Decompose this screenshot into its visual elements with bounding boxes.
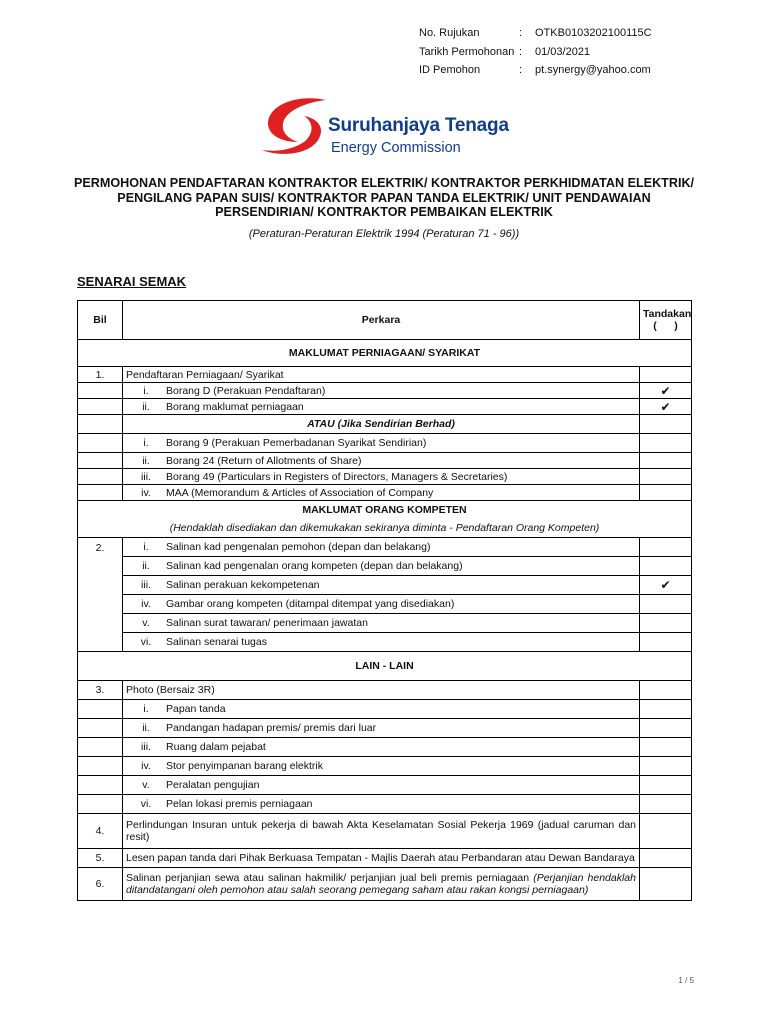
section-row bbox=[78, 652, 692, 681]
tick-cell[interactable]: ✔ bbox=[640, 383, 692, 399]
section-label: LAIN - LAIN bbox=[78, 652, 692, 681]
item-numeral: ii. bbox=[142, 722, 150, 734]
table-row bbox=[78, 383, 692, 399]
reference-row: ID Pemohon : pt.synergy@yahoo.com bbox=[419, 61, 652, 80]
title-line: PENGILANG PAPAN SUIS/ KONTRAKTOR PAPAN TANDA ELEKTRIK/ UNIT PENDAWAIAN bbox=[117, 190, 651, 205]
item-text: Salinan senarai tugas bbox=[166, 636, 267, 648]
item-text: Borang D (Perakuan Pendaftaran) bbox=[166, 384, 326, 397]
item-text: Salinan perakuan kekompetenan bbox=[166, 579, 320, 591]
item-numeral: v. bbox=[142, 779, 150, 791]
item-text: Salinan kad pengenalan pemohon (depan dan belakang) bbox=[166, 541, 431, 553]
item-numeral: i. bbox=[143, 541, 149, 553]
row-text: Perlindungan Insuran untuk pekerja di bawah Akta Keselamatan Sosial Pekerja 1969 (jadual caruman dan resit) bbox=[123, 814, 640, 849]
item-text: Borang 9 (Perakuan Pemerbadanan Syarikat Sendirian) bbox=[166, 437, 427, 449]
row-text: Lesen papan tanda dari Pihak Berkuasa Tempatan - Majlis Daerah atau Perbandaran atau Dewan Bandaraya bbox=[123, 849, 640, 868]
title-line: PERMOHONAN PENDAFTARAN KONTRAKTOR ELEKTRIK/ KONTRAKTOR PERKHIDMATAN ELEKTRIK/ bbox=[73, 176, 695, 190]
item-text: Stor penyimpanan barang elektrik bbox=[166, 760, 324, 772]
reference-label: ID Pemohon bbox=[419, 64, 481, 76]
table-row bbox=[78, 614, 692, 633]
row-number: 1. bbox=[78, 367, 123, 383]
item-numeral: vi. bbox=[140, 636, 152, 648]
swoosh-logo-icon bbox=[258, 92, 338, 164]
table-row bbox=[78, 681, 692, 700]
item-text: Papan tanda bbox=[166, 703, 226, 715]
item-numeral: iii. bbox=[141, 741, 151, 753]
tick-cell[interactable] bbox=[640, 415, 692, 434]
tick-cell[interactable] bbox=[640, 849, 692, 868]
item-text: Borang 49 (Particulars in Registers of Directors, Managers & Secretaries) bbox=[166, 470, 508, 483]
reference-value: pt.synergy@yahoo.com bbox=[535, 64, 651, 76]
table-row bbox=[78, 538, 692, 557]
header-tandakan: Tandakan ( ) bbox=[640, 301, 692, 340]
tick-cell[interactable] bbox=[640, 868, 692, 901]
tick-cell[interactable] bbox=[640, 757, 692, 776]
tick-cell[interactable] bbox=[640, 776, 692, 795]
table-row bbox=[78, 453, 692, 469]
reference-value: 01/03/2021 bbox=[535, 45, 591, 58]
row-number: 5. bbox=[78, 849, 123, 868]
item-text: Borang maklumat perniagaan bbox=[166, 400, 304, 413]
table-row bbox=[78, 415, 692, 434]
header-perkara: Perkara bbox=[123, 301, 640, 340]
table-row bbox=[78, 868, 692, 901]
table-row bbox=[78, 757, 692, 776]
logo-name: Suruhanjaya Tenaga bbox=[328, 115, 509, 136]
logo-subtitle: Energy Commission bbox=[331, 140, 461, 156]
table-row bbox=[78, 434, 692, 453]
table-row bbox=[78, 700, 692, 719]
item-text: Gambar orang kompeten (ditampal ditempat yang disediakan) bbox=[166, 598, 455, 610]
tick-cell[interactable] bbox=[640, 681, 692, 700]
energy-commission-logo bbox=[258, 92, 558, 164]
table-row bbox=[78, 719, 692, 738]
item-text: Peralatan pengujian bbox=[166, 779, 260, 791]
tick-cell[interactable] bbox=[640, 795, 692, 814]
section-heading: SENARAI SEMAK bbox=[77, 274, 187, 289]
item-numeral: ii. bbox=[142, 454, 150, 467]
item-numeral: iv. bbox=[141, 598, 151, 610]
item-text: Ruang dalam pejabat bbox=[166, 741, 266, 753]
reference-block bbox=[419, 24, 652, 80]
table-row bbox=[78, 738, 692, 757]
item-numeral: i. bbox=[143, 384, 149, 397]
row-text: Photo (Bersaiz 3R) bbox=[123, 681, 640, 700]
item-numeral: iii. bbox=[141, 579, 151, 591]
tick-cell[interactable] bbox=[640, 434, 692, 453]
tick-cell[interactable] bbox=[640, 814, 692, 849]
table-row bbox=[78, 814, 692, 849]
section-label: MAKLUMAT PERNIAGAAN/ SYARIKAT bbox=[78, 340, 692, 367]
table-row bbox=[78, 849, 692, 868]
item-numeral: iv. bbox=[141, 760, 151, 772]
item-numeral: iii. bbox=[141, 470, 151, 483]
table-row bbox=[78, 633, 692, 652]
item-numeral: iv. bbox=[141, 486, 151, 499]
header-bil: Bil bbox=[78, 301, 123, 340]
row-text: Pendaftaran Perniagaan/ Syarikat bbox=[123, 367, 640, 383]
tick-cell[interactable] bbox=[640, 738, 692, 757]
table-row bbox=[78, 576, 692, 595]
table-row bbox=[78, 795, 692, 814]
tick-cell[interactable] bbox=[640, 614, 692, 633]
page-number: 1 / 5 bbox=[678, 976, 694, 985]
table-row bbox=[78, 367, 692, 383]
checklist-table bbox=[77, 300, 692, 901]
table-row bbox=[78, 399, 692, 415]
section-note: (Hendaklah disediakan dan dikemukakan sekiranya diminta - Pendaftaran Orang Kompeten) bbox=[169, 522, 600, 534]
table-row bbox=[78, 776, 692, 795]
item-numeral: i. bbox=[143, 703, 149, 715]
reference-label: No. Rujukan bbox=[419, 27, 480, 39]
table-header bbox=[78, 301, 692, 340]
table-row bbox=[78, 595, 692, 614]
row-number: 6. bbox=[78, 868, 123, 901]
tick-cell[interactable] bbox=[640, 453, 692, 469]
table-row bbox=[78, 557, 692, 576]
row-number: 4. bbox=[78, 814, 123, 849]
item-text: MAA (Memorandum & Articles of Association of Company bbox=[166, 486, 434, 499]
tick-cell[interactable]: ✔ bbox=[640, 399, 692, 415]
tick-cell[interactable] bbox=[640, 719, 692, 738]
form-subtitle: (Peraturan-Peraturan Elektrik 1994 (Peraturan 71 - 96)) bbox=[248, 228, 520, 240]
row-text: Salinan perjanjian sewa atau salinan hakmilik/ perjanjian jual beli premis perniagaan (Perjanjian hendaklah ditandatangani oleh pemohon atau salah seorang pemegang saham atau rakan kongsi perniagaan) bbox=[123, 868, 640, 901]
tick-cell[interactable]: ✔ bbox=[640, 576, 692, 595]
tick-cell[interactable] bbox=[640, 700, 692, 719]
title-line: PERSENDIRIAN/ KONTRAKTOR PEMBAIKAN ELEKTRIK bbox=[215, 205, 553, 219]
tick-cell[interactable] bbox=[640, 595, 692, 614]
row-number: 3. bbox=[78, 681, 123, 700]
item-numeral: v. bbox=[142, 617, 150, 629]
item-numeral: ii. bbox=[142, 400, 150, 413]
tick-cell[interactable] bbox=[640, 557, 692, 576]
tick-cell[interactable] bbox=[640, 538, 692, 557]
table-row bbox=[78, 469, 692, 485]
table-row bbox=[78, 485, 692, 501]
reference-value: OTKB0103202100115C bbox=[535, 27, 652, 39]
section-row bbox=[78, 501, 692, 538]
tick-cell[interactable] bbox=[640, 367, 692, 383]
tick-cell[interactable] bbox=[640, 633, 692, 652]
item-numeral: ii. bbox=[142, 560, 150, 572]
section-row bbox=[78, 340, 692, 367]
section-label: MAKLUMAT ORANG KOMPETEN bbox=[302, 504, 467, 516]
item-text: Pandangan hadapan premis/ premis dari luar bbox=[166, 722, 377, 734]
item-numeral: i. bbox=[143, 437, 149, 449]
tick-cell[interactable] bbox=[640, 469, 692, 485]
item-text: Borang 24 (Return of Allotments of Share) bbox=[166, 454, 362, 467]
item-numeral: vi. bbox=[140, 798, 152, 810]
row-number: 2. bbox=[78, 538, 123, 652]
item-text: Salinan kad pengenalan orang kompeten (depan dan belakang) bbox=[166, 560, 463, 572]
reference-row: Tarikh Permohonan : 01/03/2021 bbox=[419, 43, 652, 62]
item-text: Salinan surat tawaran/ penerimaan jawatan bbox=[166, 617, 368, 629]
tick-cell[interactable] bbox=[640, 485, 692, 501]
reference-label: Tarikh Permohonan bbox=[419, 45, 515, 58]
atau-label: ATAU (Jika Sendirian Berhad) bbox=[123, 415, 640, 434]
reference-row: No. Rujukan : OTKB0103202100115C bbox=[419, 24, 652, 43]
form-title bbox=[60, 176, 708, 220]
item-text: Pelan lokasi premis perniagaan bbox=[166, 798, 313, 810]
